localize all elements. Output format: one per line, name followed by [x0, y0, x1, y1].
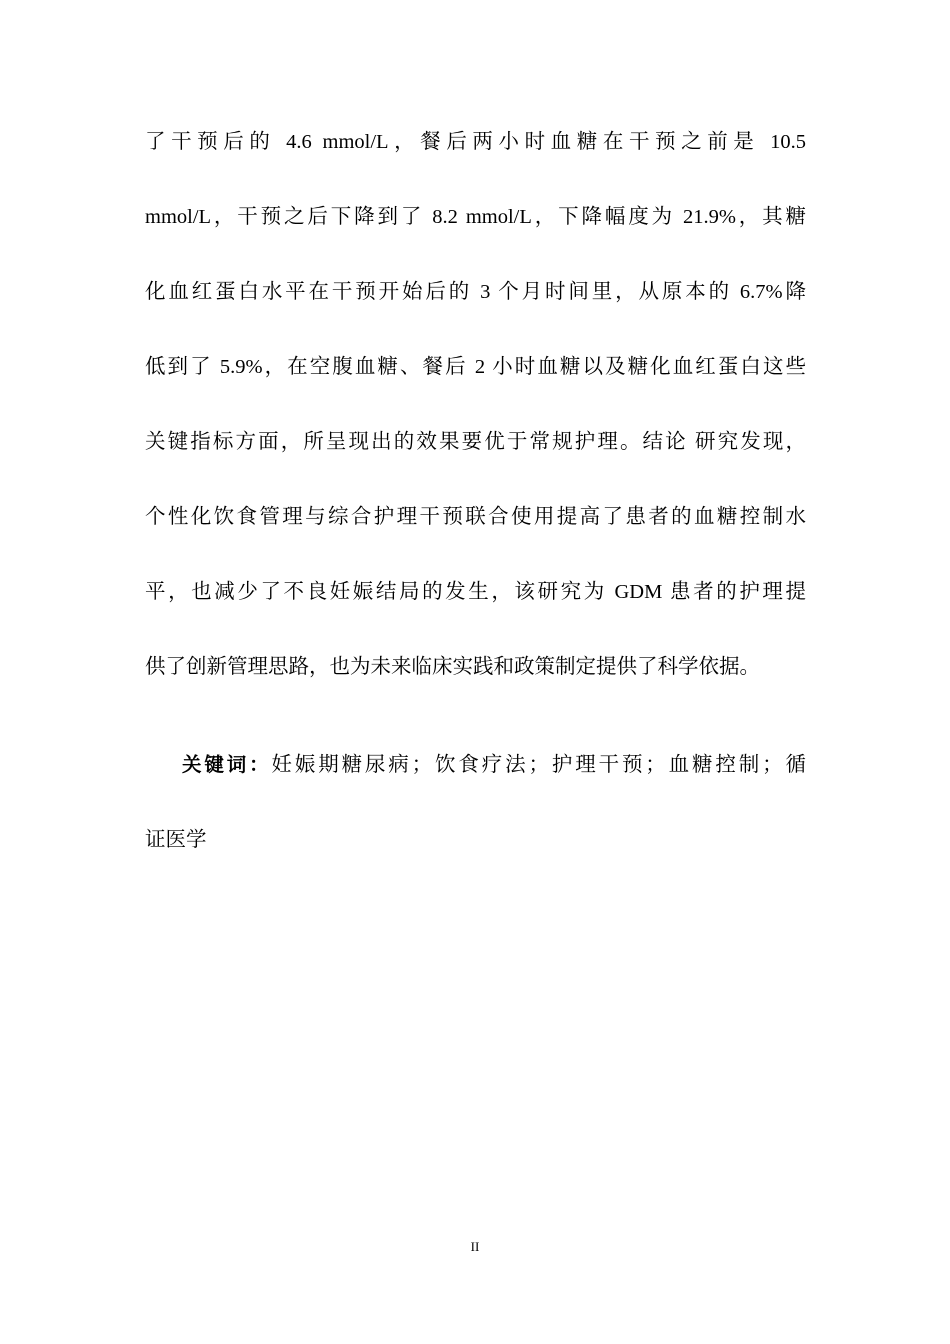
abstract-line-7: 平，也减少了不良妊娠结局的发生，该研究为 GDM 患者的护理提	[145, 581, 806, 603]
abstract-line-4: 低到了 5.9%，在空腹血糖、餐后 2 小时血糖以及糖化血红蛋白这些	[145, 356, 806, 378]
abstract-line-2: mmol/L，干预之后下降到了 8.2 mmol/L，下降幅度为 21.9%，其糖	[145, 206, 806, 228]
keywords-line-1	[182, 752, 806, 778]
keywords-line-2: 证医学	[145, 829, 207, 851]
keywords-text: 妊娠期糖尿病；饮食疗法；护理干预；血糖控制；循	[271, 754, 806, 776]
abstract-line-8: 供了创新管理思路，也为未来临床实践和政策制定提供了科学依据。	[145, 656, 760, 678]
page-number: II	[470, 1239, 480, 1254]
keywords-label: 关键词：	[182, 753, 272, 776]
abstract-line-1: 了干预后的 4.6 mmol/L，餐后两小时血糖在干预之前是 10.5	[145, 131, 806, 153]
abstract-line-5: 关键指标方面，所呈现出的效果要优于常规护理。结论 研究发现，	[145, 431, 806, 453]
abstract-line-6: 个性化饮食管理与综合护理干预联合使用提高了患者的血糖控制水	[145, 506, 806, 528]
abstract-line-3: 化血红蛋白水平在干预开始后的 3 个月时间里，从原本的 6.7%降	[145, 281, 806, 303]
